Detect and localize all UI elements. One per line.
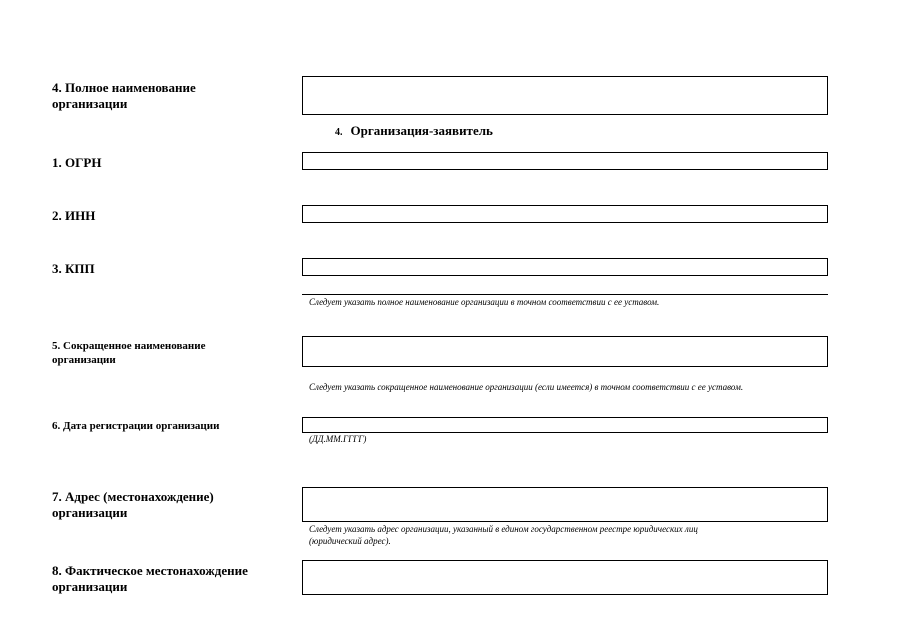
address-field[interactable] xyxy=(302,487,828,522)
kpp-field[interactable] xyxy=(302,258,828,276)
inn-field[interactable] xyxy=(302,205,828,223)
address-label: 7. Адрес (местонахождение) организации xyxy=(52,489,214,521)
reg-date-label: 6. Дата регистрации организации xyxy=(52,420,220,432)
actual-address-label: 8. Фактическое местонахождение организации xyxy=(52,563,248,595)
ogrn-label: 1. ОГРН xyxy=(52,155,102,170)
section-heading xyxy=(335,123,493,139)
full-name-field[interactable] xyxy=(302,76,828,115)
reg-date-hint: (ДД.ММ.ГГГГ) xyxy=(309,434,367,444)
full-name-hint: Следует указать полное наименование организации в точном соответствии с ее уставом. xyxy=(309,297,660,307)
section-title: Организация-заявитель xyxy=(350,123,493,138)
full-name-label: 4. Полное наименование организации xyxy=(52,80,196,112)
reg-date-field[interactable] xyxy=(302,417,828,433)
short-name-label: 5. Сокращенное наименование организации xyxy=(52,340,206,366)
address-hint: Следует указать адрес организации, указанный в едином государственном реестре юридических лиц (юридический адрес). xyxy=(309,524,698,546)
inn-label: 2. ИНН xyxy=(52,208,96,223)
kpp-label: 3. КПП xyxy=(52,261,95,276)
short-name-field[interactable] xyxy=(302,336,828,367)
hint-rule xyxy=(302,294,828,295)
actual-address-field[interactable] xyxy=(302,560,828,595)
section-number: 4. xyxy=(335,127,343,138)
ogrn-field[interactable] xyxy=(302,152,828,170)
short-name-hint: Следует указать сокращенное наименование организации (если имеется) в точном соответствии с ее уставом. xyxy=(309,382,744,392)
